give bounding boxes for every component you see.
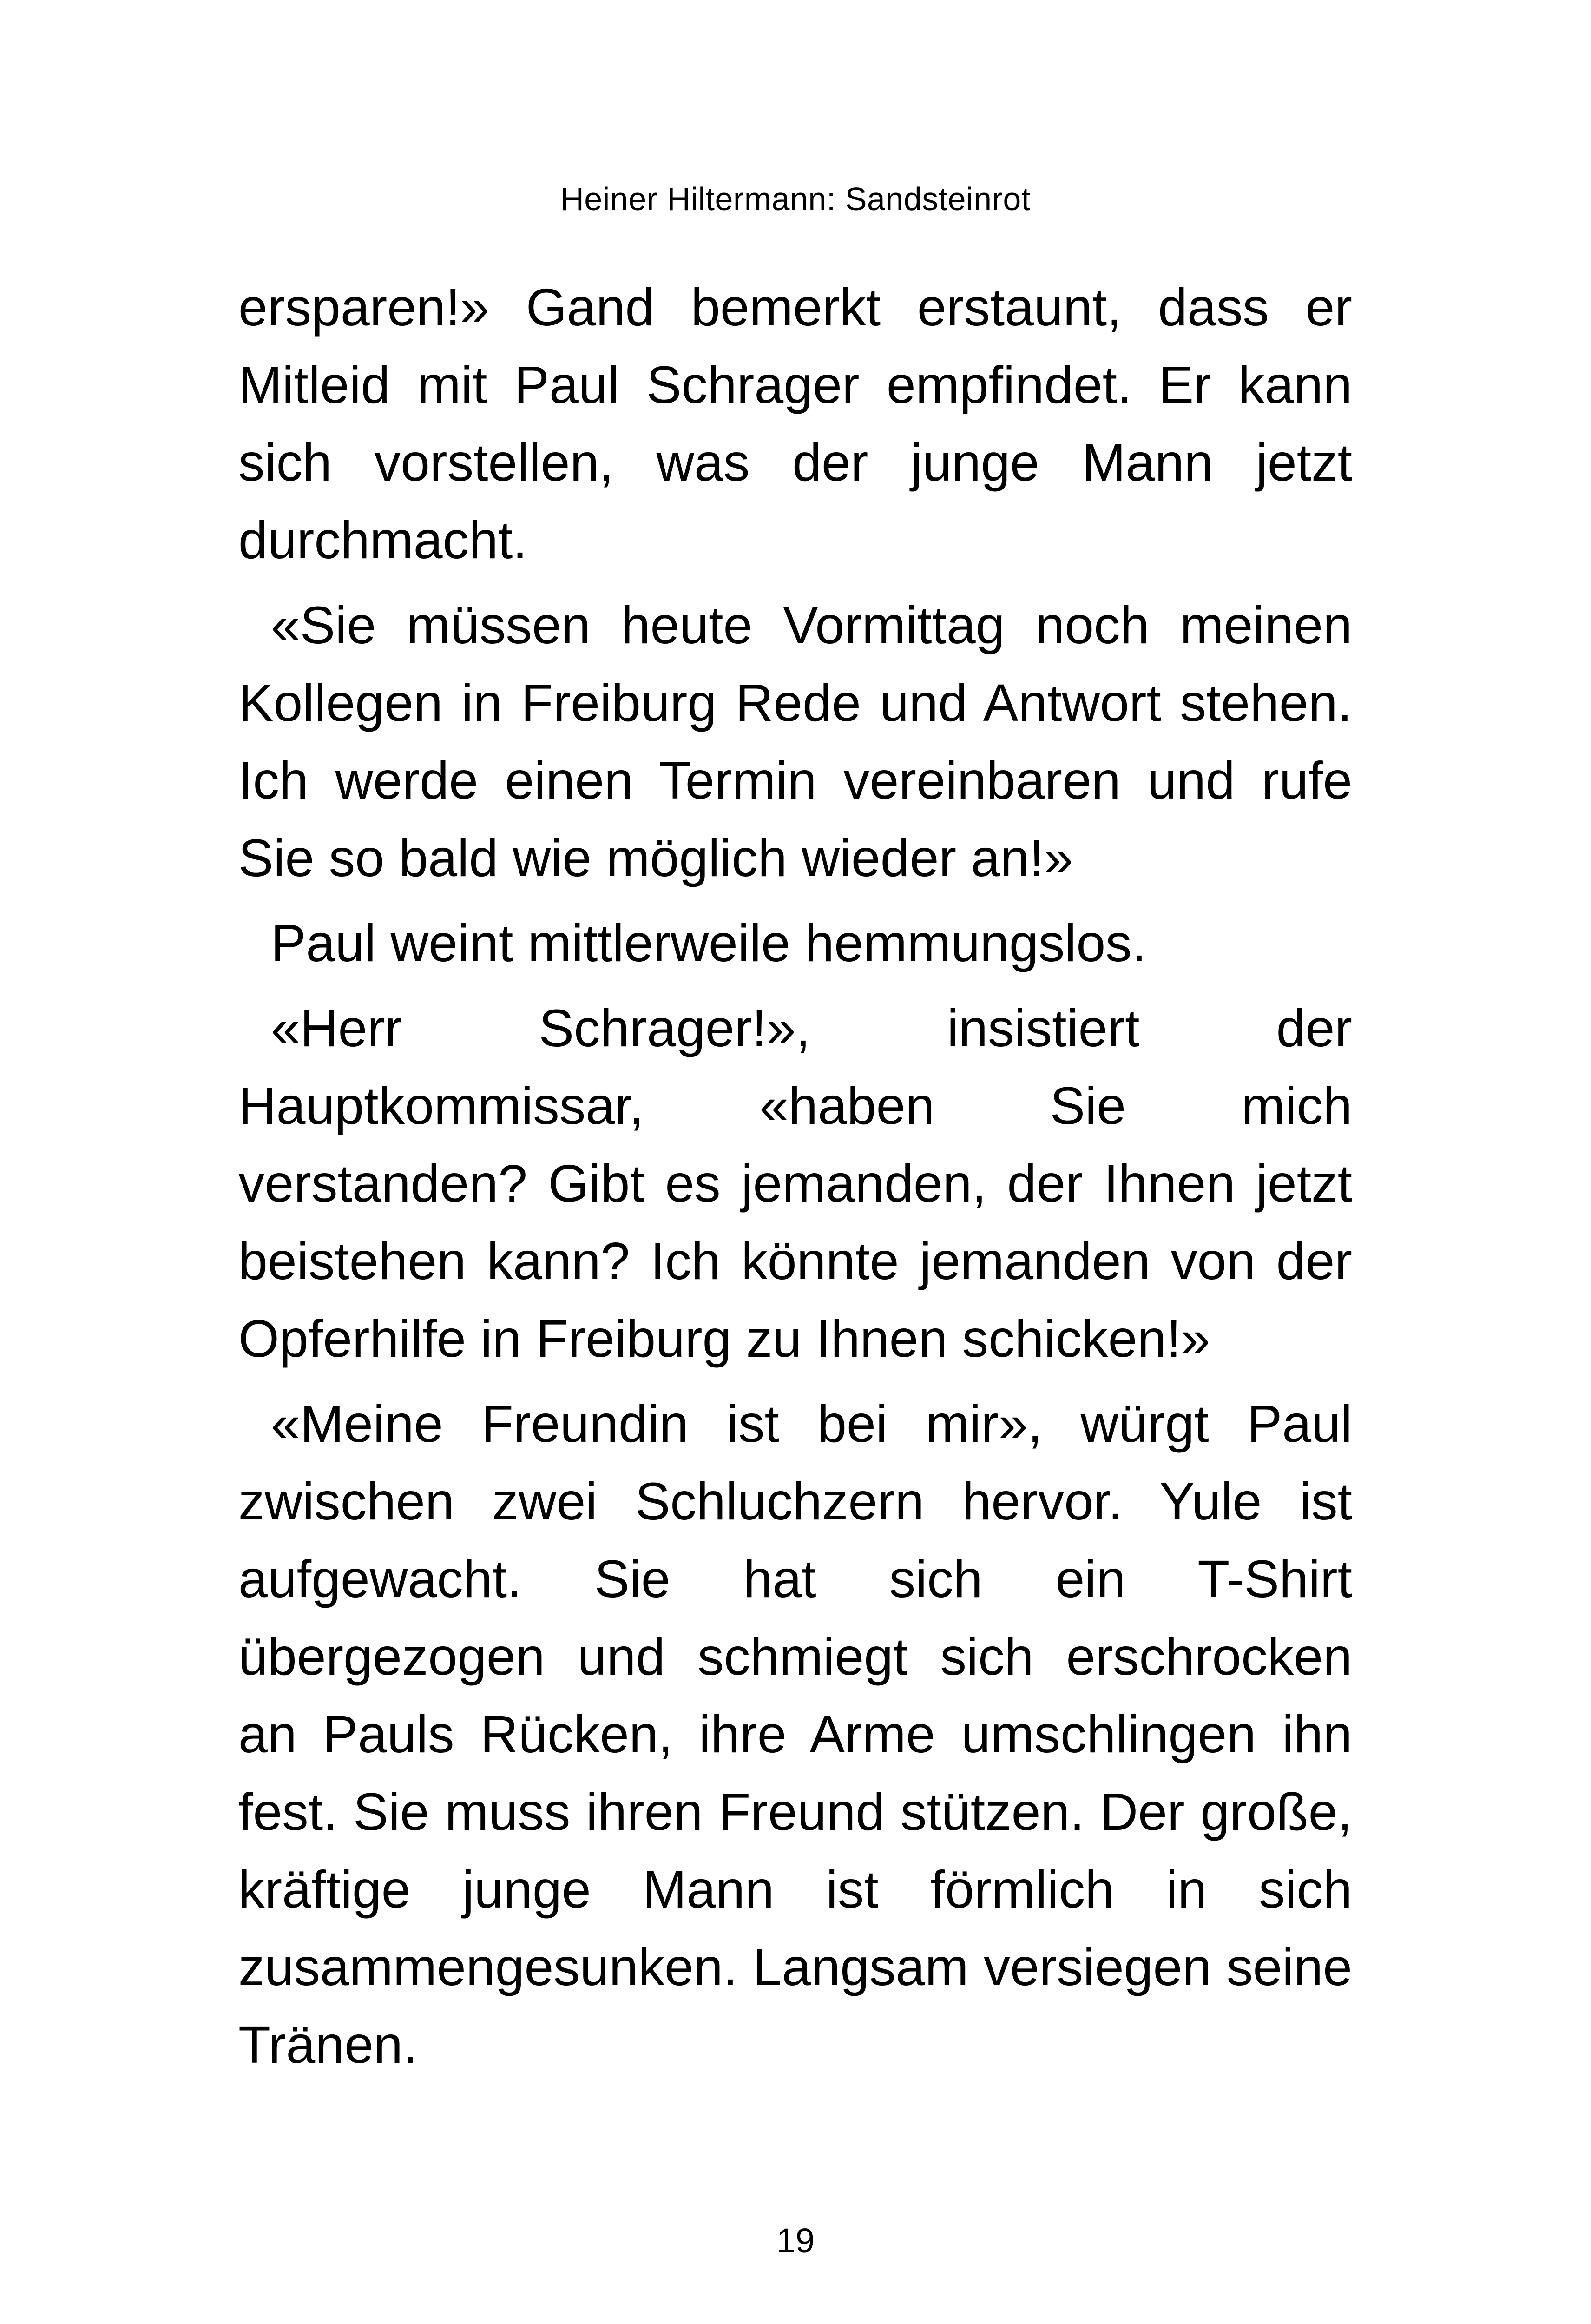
running-header: Heiner Hiltermann: Sandsteinrot: [560, 181, 1031, 217]
page-number: 19: [776, 2221, 815, 2260]
paragraph-4: «Herr Schrager!», insistiert der Hauptkommissar, «haben Sie mich verstanden? Gibt es jemanden, der Ihnen jetzt beistehen kann? Ich könnte jemanden von der Opferhilfe in Freiburg zu Ihnen schicken!»: [238, 999, 1352, 1368]
paragraph-1: ersparen!» Gand bemerkt erstaunt, dass er Mitleid mit Paul Schrager empfindet. Er kann sich vorstellen, was der junge Mann jetzt durchmacht.: [238, 278, 1352, 569]
paragraph-2: «Sie müssen heute Vormittag noch meinen Kollegen in Freiburg Rede und Antwort stehen. Ich werde einen Termin vereinbaren und rufe Sie so bald wie möglich wieder an!»: [238, 596, 1352, 887]
paragraph-5: «Meine Freundin ist bei mir», würgt Paul zwischen zwei Schluchzern hervor. Yule ist aufgewacht. Sie hat sich ein T-Shirt übergezogen und schmiegt sich erschrocken an Pauls Rücken, ihre Arme umschlingen ihn fest. Sie muss ihren Freund stützen. Der große, kräftige junge Mann ist förmlich in sich zusammengesunken. Langsam versiegen seine Tränen.: [238, 1394, 1352, 2074]
page-body: [238, 269, 1352, 2091]
paragraph-3: Paul weint mittlerweile hemmungslos.: [271, 914, 1147, 972]
